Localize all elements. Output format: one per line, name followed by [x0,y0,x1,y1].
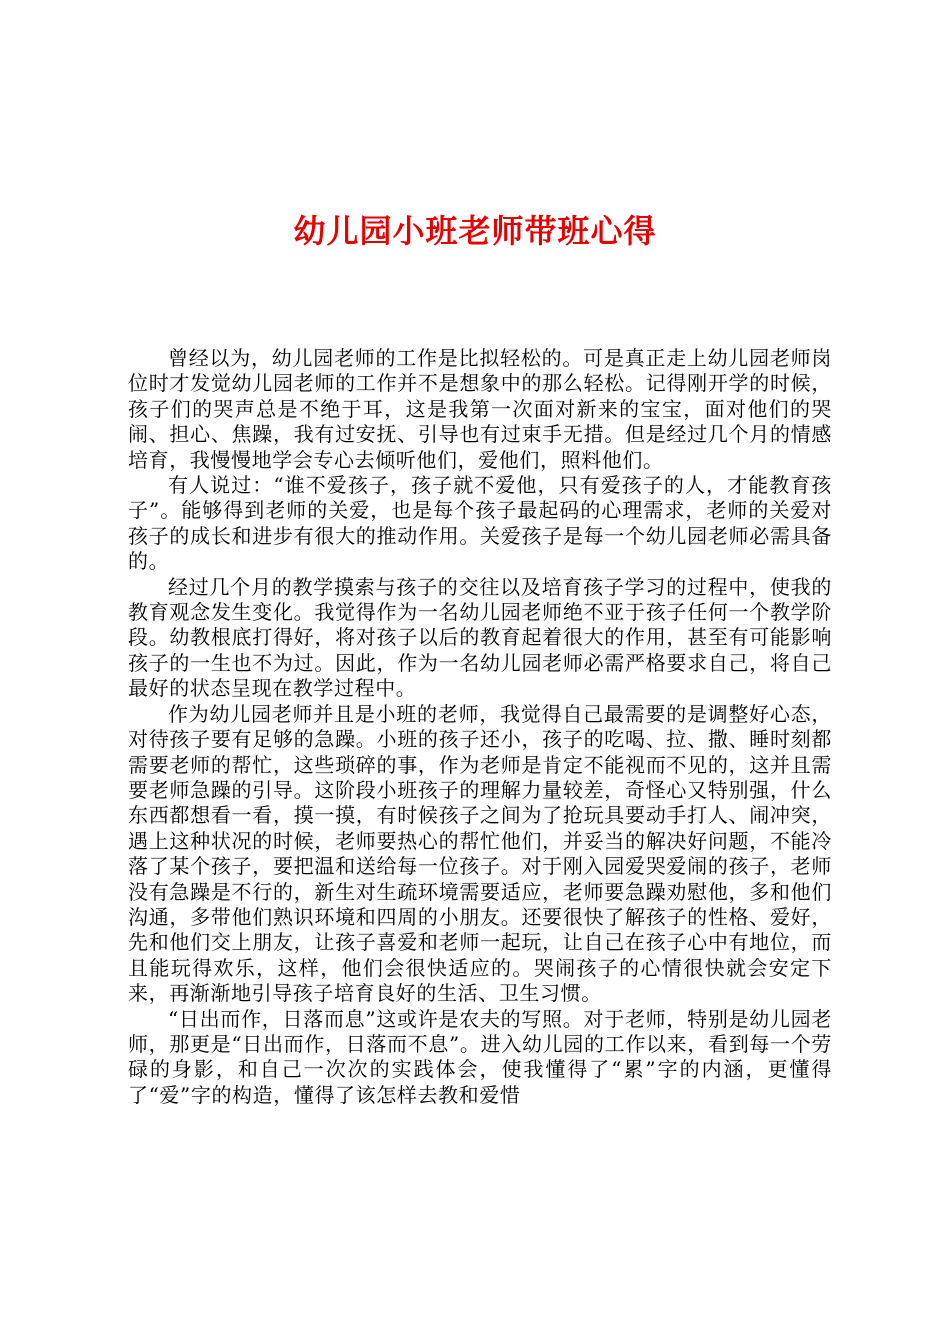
paragraph-4: 作为幼儿园老师并且是小班的老师，我觉得自己最需要的是调整好心态，对待孩子要有足够的急躁。小班的孩子还小，孩子的吃喝、拉、撒、睡时刻都需要老师的帮忙，这些琐碎的事，作为老师是肯定不能视而不见的，这并且需要老师急躁的引导。这阶段小班孩子的理解力量较差，奇怪心又特别强，什么东西都想看一看，摸一摸，有时候孩子之间为了抢玩具要动手打人、闹冲突，遇上这种状况的时候，老师要热心的帮忙他们，并妥当的解决好问题，不能冷落了某个孩子，要把温和送给每一位孩子。对于刚入园爱哭爱闹的孩子，老师没有急躁是不行的，新生对生疏环境需要适应，老师要急躁劝慰他，多和他们沟通，多带他们熟识环境和四周的小朋友。还要很快了解孩子的性格、爱好，先和他们交上朋友，让孩子喜爱和老师一起玩，让自己在孩子心中有地位，而且能玩得欢乐，这样，他们会很快适应的。哭闹孩子的心情很快就会安定下来，再渐渐地引导孩子培育良好的生活、卫生习惯。 [128,701,832,1006]
paragraph-1: 曾经以为，幼儿园老师的工作是比拟轻松的。可是真正走上幼儿园老师岗位时才发觉幼儿园老师的工作并不是想象中的那么轻松。记得刚开学的时候，孩子们的哭声总是不绝于耳，这是我第一次面对新来的宝宝，面对他们的哭闹、担心、焦躁，我有过安抚、引导也有过束手无措。但是经过几个月的情感培育，我慢慢地学会专心去倾听他们，爱他们，照料他们。 [128,346,832,472]
paragraph-3: 经过几个月的教学摸索与孩子的交往以及培育孩子学习的过程中，使我的教育观念发生变化。我觉得作为一名幼儿园老师绝不亚于孩子任何一个教学阶段。幼教根底打得好，将对孩子以后的教育起着很大的作用，甚至有可能影响孩子的一生也不为过。因此，作为一名幼儿园老师必需严格要求自己，将自己最好的状态呈现在教学过程中。 [128,574,832,701]
paragraph-5: “日出而作，日落而息”这或许是农夫的写照。对于老师，特别是幼儿园老师，那更是“日出而作，日落而不息”。进入幼儿园的工作以来，看到每一个劳碌的身影，和自己一次次的实践体会，使我懂得了“累”字的内涵，更懂得了“爱”字的构造，懂得了该怎样去教和爱惜 [128,1006,832,1107]
document-body [128,346,832,1108]
document-title: 幼儿园小班老师带班心得 [293,212,657,250]
paragraph-2: 有人说过：“谁不爱孩子，孩子就不爱他，只有爱孩子的人，才能教育孩子”。能够得到老师的关爱，也是每个孩子最起码的心理需求，老师的关爱对孩子的成长和进步有很大的推动作用。关爱孩子是每一个幼儿园老师必需具备的。 [128,473,832,574]
